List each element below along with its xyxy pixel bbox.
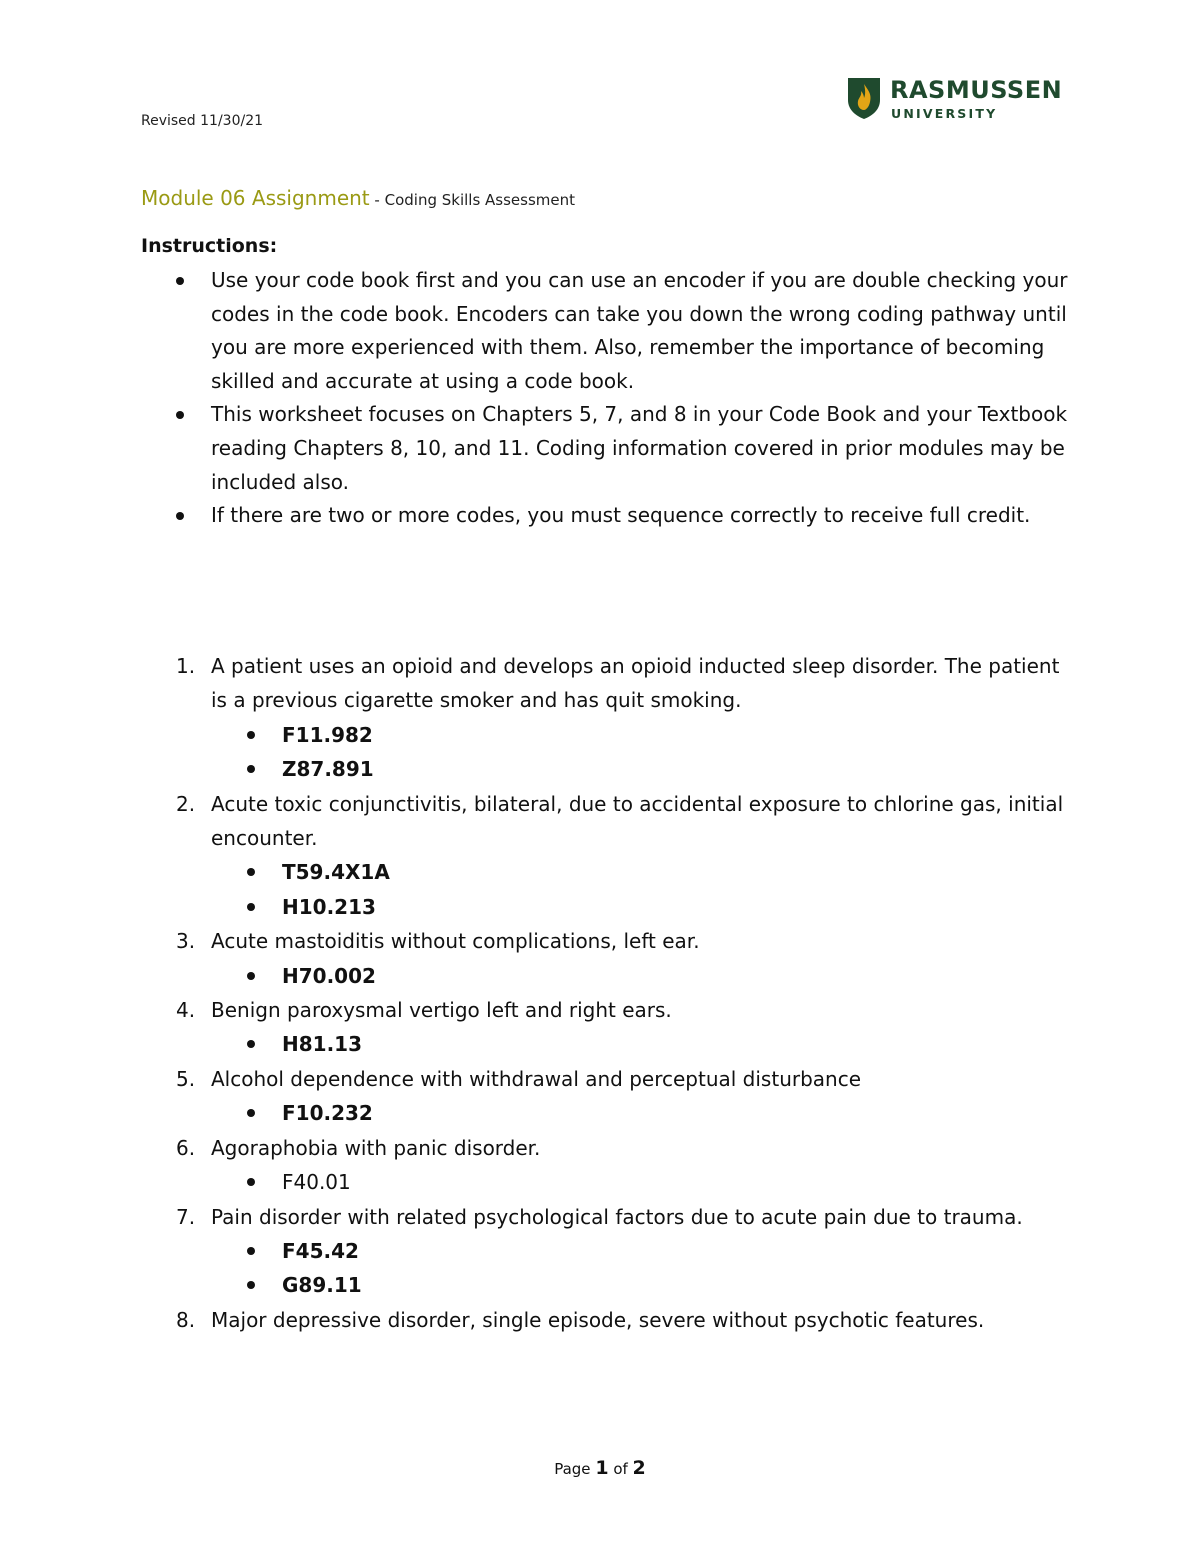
answer-code: Z87.891 <box>211 752 1071 786</box>
question-number: 2. <box>176 791 196 816</box>
question-text: Agoraphobia with panic disorder. <box>211 1135 541 1160</box>
bullet-icon <box>247 1178 255 1186</box>
instructions-list <box>141 264 1071 533</box>
bullet-icon <box>176 277 184 285</box>
bullet-icon <box>176 411 184 419</box>
question-number: 4. <box>176 998 196 1023</box>
question-text: Pain disorder with related psychological factors due to acute pain due to trauma. <box>211 1204 1023 1229</box>
page-footer: Page 1 of 2 <box>554 1457 646 1479</box>
answer-list <box>211 1096 1071 1130</box>
revised-date: Revised 11/30/21 <box>141 113 264 129</box>
title-subtitle: Coding Skills Assessment <box>384 191 576 209</box>
answer-code: F40.01 <box>211 1165 1071 1199</box>
answer-list <box>211 718 1071 787</box>
bullet-icon <box>176 512 184 520</box>
question-item <box>141 1200 1071 1303</box>
shield-flame-icon <box>846 76 882 120</box>
logo-subname: UNIVERSITY <box>891 106 998 121</box>
question-text: Alcohol dependence with withdrawal and perceptual disturbance <box>211 1066 862 1091</box>
title-main: Module 06 Assignment <box>141 186 370 210</box>
title-separator: - <box>369 191 385 209</box>
question-item <box>141 1303 1071 1337</box>
answer-code: H10.213 <box>211 890 1071 924</box>
answer-list <box>211 959 1071 993</box>
question-item <box>141 1062 1071 1131</box>
bullet-icon <box>247 868 255 876</box>
bullet-icon <box>247 972 255 980</box>
answer-code: F45.42 <box>211 1234 1071 1268</box>
question-text: Major depressive disorder, single episode, severe without psychotic features. <box>211 1307 985 1332</box>
instructions-heading: Instructions: <box>141 235 278 257</box>
question-text: A patient uses an opioid and develops an opioid inducted sleep disorder. The patient is a previous cigarette smoker and has quit smoking. <box>211 654 1060 713</box>
question-number: 8. <box>176 1307 196 1332</box>
question-item <box>141 787 1071 925</box>
answer-code: F11.982 <box>211 718 1071 752</box>
answer-code: H70.002 <box>211 959 1071 993</box>
answer-list <box>211 855 1071 924</box>
answer-code: F10.232 <box>211 1096 1071 1130</box>
page-title <box>141 186 575 210</box>
question-text: Benign paroxysmal vertigo left and right ears. <box>211 998 672 1023</box>
answer-code: G89.11 <box>211 1268 1071 1302</box>
instruction-item: If there are two or more codes, you must sequence correctly to receive full credit. <box>141 499 1071 533</box>
question-text: Acute toxic conjunctivitis, bilateral, due to accidental exposure to chlorine gas, initial encounter. <box>211 791 1064 851</box>
logo-name: RASMUSSEN <box>890 76 1063 104</box>
question-number: 5. <box>176 1066 196 1091</box>
page-number: 1 <box>595 1457 609 1479</box>
question-item <box>141 993 1071 1062</box>
question-number: 3. <box>176 929 196 954</box>
question-list <box>141 649 1071 1337</box>
bullet-icon <box>247 1281 255 1289</box>
question-item <box>141 924 1071 993</box>
question-number: 7. <box>176 1204 196 1229</box>
bullet-icon <box>247 1109 255 1117</box>
instruction-item: This worksheet focuses on Chapters 5, 7, and 8 in your Code Book and your Textbook reading Chapters 8, 10, and 11. Coding information covered in prior modules may be included also. <box>141 398 1071 499</box>
bullet-icon <box>247 903 255 911</box>
answer-list <box>211 1027 1071 1061</box>
question-number: 6. <box>176 1135 196 1160</box>
instruction-item: Use your code book first and you can use an encoder if you are double checking your codes in the code book. Encoders can take you down the wrong coding pathway until you are more experienced with them. Also, remember the importance of becoming skilled and accurate at using a code book. <box>141 264 1071 398</box>
question-text: Acute mastoiditis without complications, left ear. <box>211 929 700 954</box>
university-logo <box>846 74 1063 124</box>
question-item <box>141 1131 1071 1200</box>
answer-list <box>211 1234 1071 1303</box>
answer-list <box>211 1165 1071 1199</box>
bullet-icon <box>247 1040 255 1048</box>
bullet-icon <box>247 765 255 773</box>
page-total: 2 <box>632 1457 646 1479</box>
bullet-icon <box>247 731 255 739</box>
answer-code: T59.4X1A <box>211 855 1071 889</box>
question-number: 1. <box>176 654 196 678</box>
question-item <box>141 649 1071 787</box>
bullet-icon <box>247 1247 255 1255</box>
answer-code: H81.13 <box>211 1027 1071 1061</box>
